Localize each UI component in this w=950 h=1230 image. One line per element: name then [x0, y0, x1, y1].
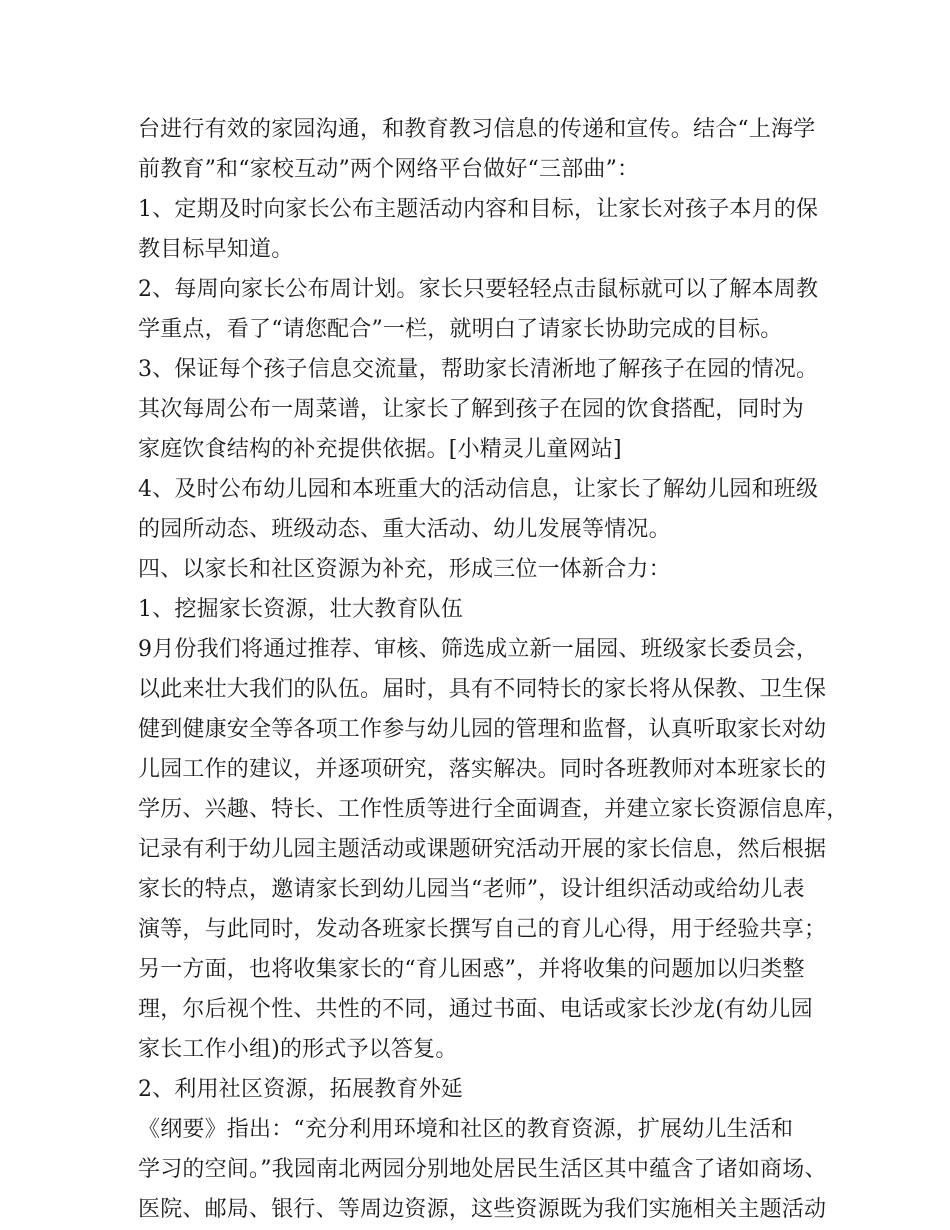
text-line: 台进行有效的家园沟通，和教育教习信息的传递和宣传。结合“上海学: [138, 117, 816, 142]
document-body: [138, 110, 849, 1230]
text-line: 《纲要》指出：“充分利用环境和社区的教育资源，扩展幼儿生活和: [138, 1117, 794, 1142]
text-line: 学习的空间。”我园南北两园分别地处居民生活区其中蕴含了诸如商场、: [138, 1157, 827, 1182]
text-line: 学历、兴趣、特长、工作性质等进行全面调查，并建立家长资源信息库，: [138, 797, 849, 822]
text-line: 记录有利于幼儿园主题活动或课题研究活动开展的家长信息，然后根据: [138, 837, 827, 862]
text-line: 2、每周向家长公布周计划。家长只要轻轻点击鼠标就可以了解本周教: [138, 277, 819, 302]
text-line: 4、及时公布幼儿园和本班重大的活动信息，让家长了解幼儿园和班级: [138, 477, 819, 502]
subsection-heading: 1、挖掘家长资源，壮大教育队伍: [138, 597, 463, 622]
text-line: 健到健康安全等各项工作参与幼儿园的管理和监督，认真听取家长对幼: [138, 717, 827, 742]
text-line: 以此来壮大我们的队伍。届时，具有不同特长的家长将从保教、卫生保: [138, 677, 827, 702]
text-line: 其次每周公布一周菜谱，让家长了解到孩子在园的饮食搭配，同时为: [138, 397, 805, 422]
section-heading: 四、以家长和社区资源为补充，形成三位一体新合力：: [138, 557, 671, 582]
text-line: 理，尔后视个性、共性的不同，通过书面、电话或家长沙龙(有幼儿园: [138, 997, 813, 1022]
text-line: 医院、邮局、银行、等周边资源，这些资源既为我们实施相关主题活动: [138, 1197, 827, 1222]
text-line: 家长的特点，邀请家长到幼儿园当“老师”，设计组织活动或给幼儿表: [138, 877, 805, 902]
text-line: 前教育”和“家校互动”两个网络平台做好“三部曲”：: [138, 157, 640, 182]
text-line: 另一方面，也将收集家长的“育儿困惑”，并将收集的问题加以归类整: [138, 957, 805, 982]
text-line: 3、保证每个孩子信息交流量，帮助家长清淅地了解孩子在园的情况。: [138, 357, 819, 382]
text-line: 1、定期及时向家长公布主题活动内容和目标，让家长对孩子本月的保: [138, 197, 819, 222]
text-line: 的园所动态、班级动态、重大活动、幼儿发展等情况。: [138, 517, 671, 542]
text-line: 演等，与此同时，发动各班家长撰写自己的育儿心得，用于经验共享；: [138, 917, 827, 942]
text-line: 教目标早知道。: [138, 237, 294, 262]
text-line: 家长工作小组)的形式予以答复。: [138, 1037, 458, 1062]
text-line: 儿园工作的建议，并逐项研究，落实解决。同时各班教师对本班家长的: [138, 757, 827, 782]
text-line: 家庭饮食结构的补充提供依据。[小精灵儿童网站]: [138, 437, 622, 462]
text-line: 9月份我们将通过推荐、审核、筛选成立新一届园、班级家长委员会，: [138, 637, 819, 662]
text-line: 学重点，看了“请您配合”一栏，就明白了请家长协助完成的目标。: [138, 317, 783, 342]
subsection-heading: 2、利用社区资源，拓展教育外延: [138, 1077, 463, 1102]
